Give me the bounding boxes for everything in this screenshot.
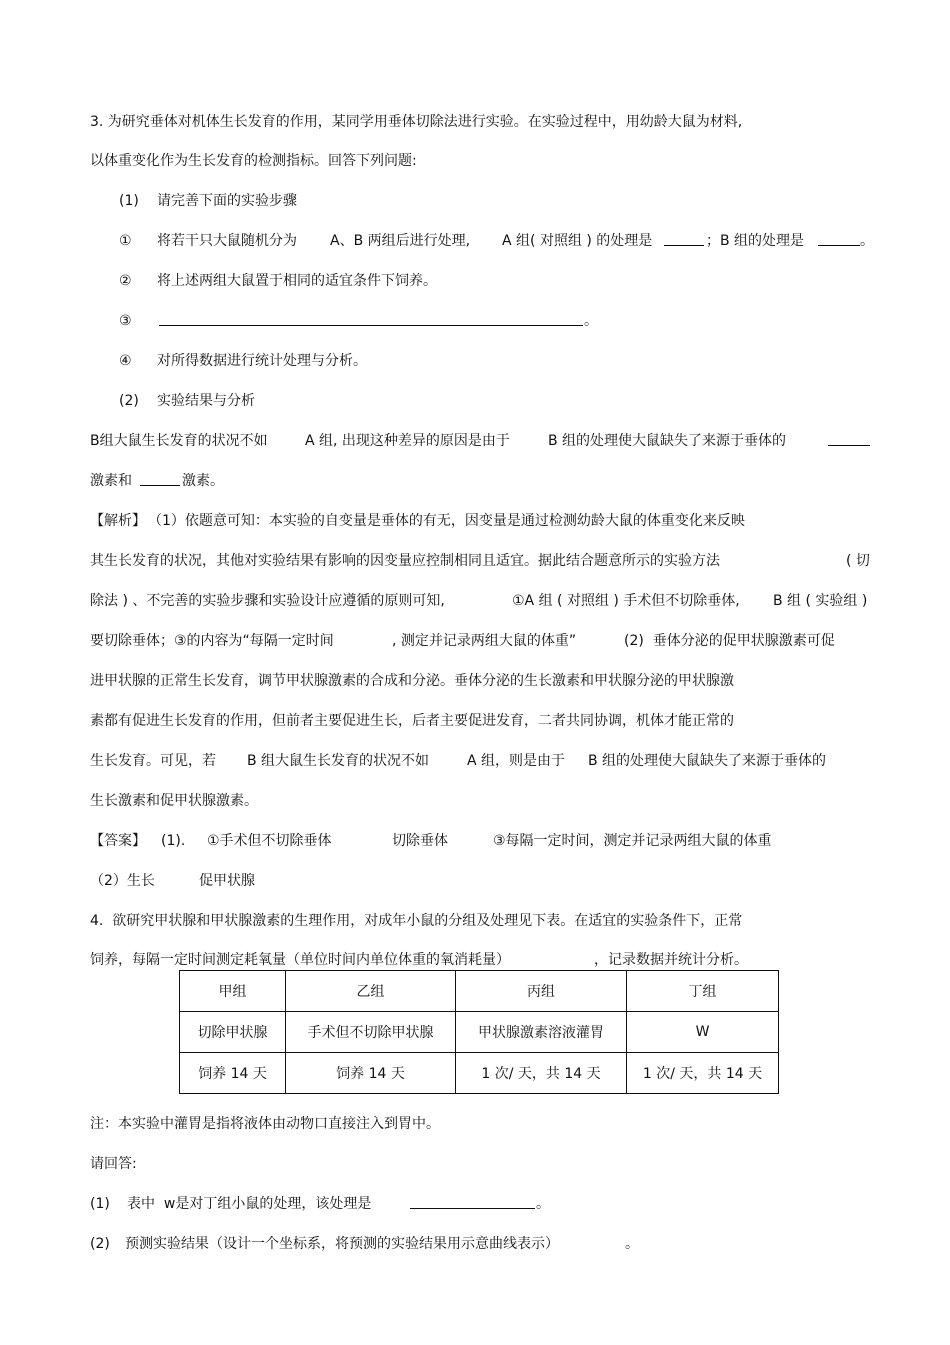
q4-answer2-end: 。 [625, 1236, 639, 1252]
q3-part2-number: (2) [119, 393, 139, 409]
table-cell: 饲养 14 天 [180, 1053, 286, 1094]
answer-part1-b: 切除垂体 [392, 833, 448, 849]
group-treatment-table [179, 970, 779, 1094]
q3-result-line2-a: 激素和 [90, 473, 132, 489]
q4-answer2-number: (2) [90, 1236, 110, 1252]
analysis-line3-a: 除法 ) 、不完善的实验步骤和实验设计应遵循的原则可知, [90, 593, 445, 609]
table-header-cell: 甲组 [180, 971, 286, 1012]
table-row [180, 971, 779, 1012]
analysis-line7-d: B 组的处理使大鼠缺失了来源于垂体的 [588, 753, 827, 769]
analysis-line3-b: ①A 组 ( 对照组 ) 手术但不切除垂体, [512, 593, 740, 609]
table-cell: 手术但不切除甲状腺 [286, 1012, 456, 1053]
analysis-line2-a: 其生长发育的状况，其他对实验结果有影响的因变量应控制相同且适宜。据此结合题意所示的实验方法 [90, 553, 720, 569]
q3-step3-mark: ③ [119, 313, 132, 329]
table-cell: 1 次/ 天，共 14 天 [456, 1053, 627, 1094]
q4-answer1-end: 。 [536, 1196, 550, 1212]
table-header-cell: 乙组 [286, 971, 456, 1012]
q3-step3-end: 。 [584, 313, 598, 329]
analysis-label: 【解析】 [90, 513, 146, 529]
table-header-cell: 丙组 [456, 971, 627, 1012]
q4-answer1-blank [410, 1194, 535, 1215]
q3-intro-line1: 3. 为研究垂体对机体生长发育的作用，某同学用垂体切除法进行实验。在实验过程中，用幼龄大鼠为材料, [90, 114, 743, 130]
analysis-line4-b: , 测定并记录两组大鼠的体重” [392, 633, 577, 649]
analysis-line1: （1）依题意可知：本实验的自变量是垂体的有无，因变量是通过检测幼龄大鼠的体重变化来反映 [148, 513, 745, 529]
q3-step1-blank-a [664, 231, 704, 252]
answer-part2-a: （2）生长 [90, 873, 155, 889]
q3-step2-mark: ② [119, 273, 132, 289]
q4-answer1-text: 表中 w是对丁组小鼠的处理，该处理是 [127, 1196, 372, 1212]
analysis-line6: 素都有促进生长发育的作用，但前者主要促进生长，后者主要促进发育，二者共同协调，机体才能正常的 [90, 713, 734, 729]
q3-result-line1-b: A 组, 出现这种差异的原因是由于 [305, 433, 510, 449]
q3-part1-number: (1) [119, 193, 139, 209]
q3-part1-title: 请完善下面的实验步骤 [157, 193, 297, 209]
q4-answer1-number: (1) [90, 1196, 110, 1212]
table-cell: 甲状腺激素溶液灌胃 [456, 1012, 627, 1053]
q3-step1-text-a: 将若干只大鼠随机分为 [157, 233, 297, 249]
q3-step1-text-b: A、B 两组后进行处理, [330, 233, 471, 249]
table-cell: 饲养 14 天 [286, 1053, 456, 1094]
q3-step1-text-c: A 组( 对照组 ) 的处理是 [502, 233, 653, 249]
analysis-line7-c: A 组，则是由于 [467, 753, 566, 769]
answer-part1-a: ①手术但不切除垂体 [207, 833, 332, 849]
table-cell: W [627, 1012, 779, 1053]
analysis-line4-c: (2) 垂体分泌的促甲状腺激素可促 [624, 633, 835, 649]
table-row [180, 1012, 779, 1053]
q3-step1-text-d: ；B 组的处理是 [706, 233, 805, 249]
q3-intro-line2: 以体重变化作为生长发育的检测指标。回答下列问题: [90, 153, 417, 169]
analysis-line5: 进甲状腺的正常生长发育，调节甲状腺激素的合成和分泌。垂体分泌的生长激素和甲状腺分泌的甲状腺激 [90, 673, 734, 689]
q4-answer2-text: 预测实验结果（设计一个坐标系，将预测的实验结果用示意曲线表示） [125, 1236, 559, 1252]
analysis-line3-c: B 组 ( 实验组 ) [773, 593, 868, 609]
q3-result-line2-b: 激素。 [182, 473, 224, 489]
analysis-line8: 生长激素和促甲状腺激素。 [90, 793, 258, 809]
q3-result-line1-a: B组大鼠生长发育的状况不如 [90, 433, 268, 449]
table-cell: 切除甲状腺 [180, 1012, 286, 1053]
answer-part2-b: 促甲状腺 [199, 873, 255, 889]
q3-step1-blank-b [818, 231, 860, 252]
answer-label: 【答案】 [90, 833, 146, 849]
q4-intro-line2-a: 饲养，每隔一定时间测定耗氧量（单位时间内单位体重的氧消耗量） [90, 952, 510, 968]
analysis-line2-b: ( 切 [846, 553, 870, 569]
q3-part2-title: 实验结果与分析 [157, 393, 255, 409]
q3-step3-blank [159, 311, 583, 332]
table-row [180, 1053, 779, 1094]
q3-result-blank-b [140, 471, 180, 492]
analysis-line7-a: 生长发育。可见，若 [90, 753, 216, 769]
q3-step1-mark: ① [119, 233, 132, 249]
q3-step4-text: 对所得数据进行统计处理与分析。 [157, 353, 367, 369]
answer-part1-c: ③每隔一定时间，测定并记录两组大鼠的体重 [493, 833, 772, 849]
q3-step2-text: 将上述两组大鼠置于相同的适宜条件下饲养。 [157, 273, 437, 289]
q3-step1-end: 。 [860, 233, 874, 249]
q3-result-blank-a [828, 431, 870, 452]
q4-note: 注：本实验中灌胃是指将液体由动物口直接注入到胃中。 [90, 1116, 440, 1132]
q4-intro-line2-b: ，记录数据并统计分析。 [594, 952, 748, 968]
answer-part1-number: (1). [161, 833, 186, 849]
q4-ask: 请回答: [90, 1156, 137, 1172]
analysis-line4-a: 要切除垂体；③的内容为“每隔一定时间 [90, 633, 334, 649]
analysis-line7-b: B 组大鼠生长发育的状况不如 [247, 753, 430, 769]
table-cell: 1 次/ 天，共 14 天 [627, 1053, 779, 1094]
q3-result-line1-c: B 组的处理使大鼠缺失了来源于垂体的 [548, 433, 787, 449]
table-header-cell: 丁组 [627, 971, 779, 1012]
q4-intro-line1: 4. 欲研究甲状腺和甲状腺激素的生理作用，对成年小鼠的分组及处理见下表。在适宜的实验条件下，正常 [90, 913, 743, 929]
q3-step4-mark: ④ [119, 353, 132, 369]
